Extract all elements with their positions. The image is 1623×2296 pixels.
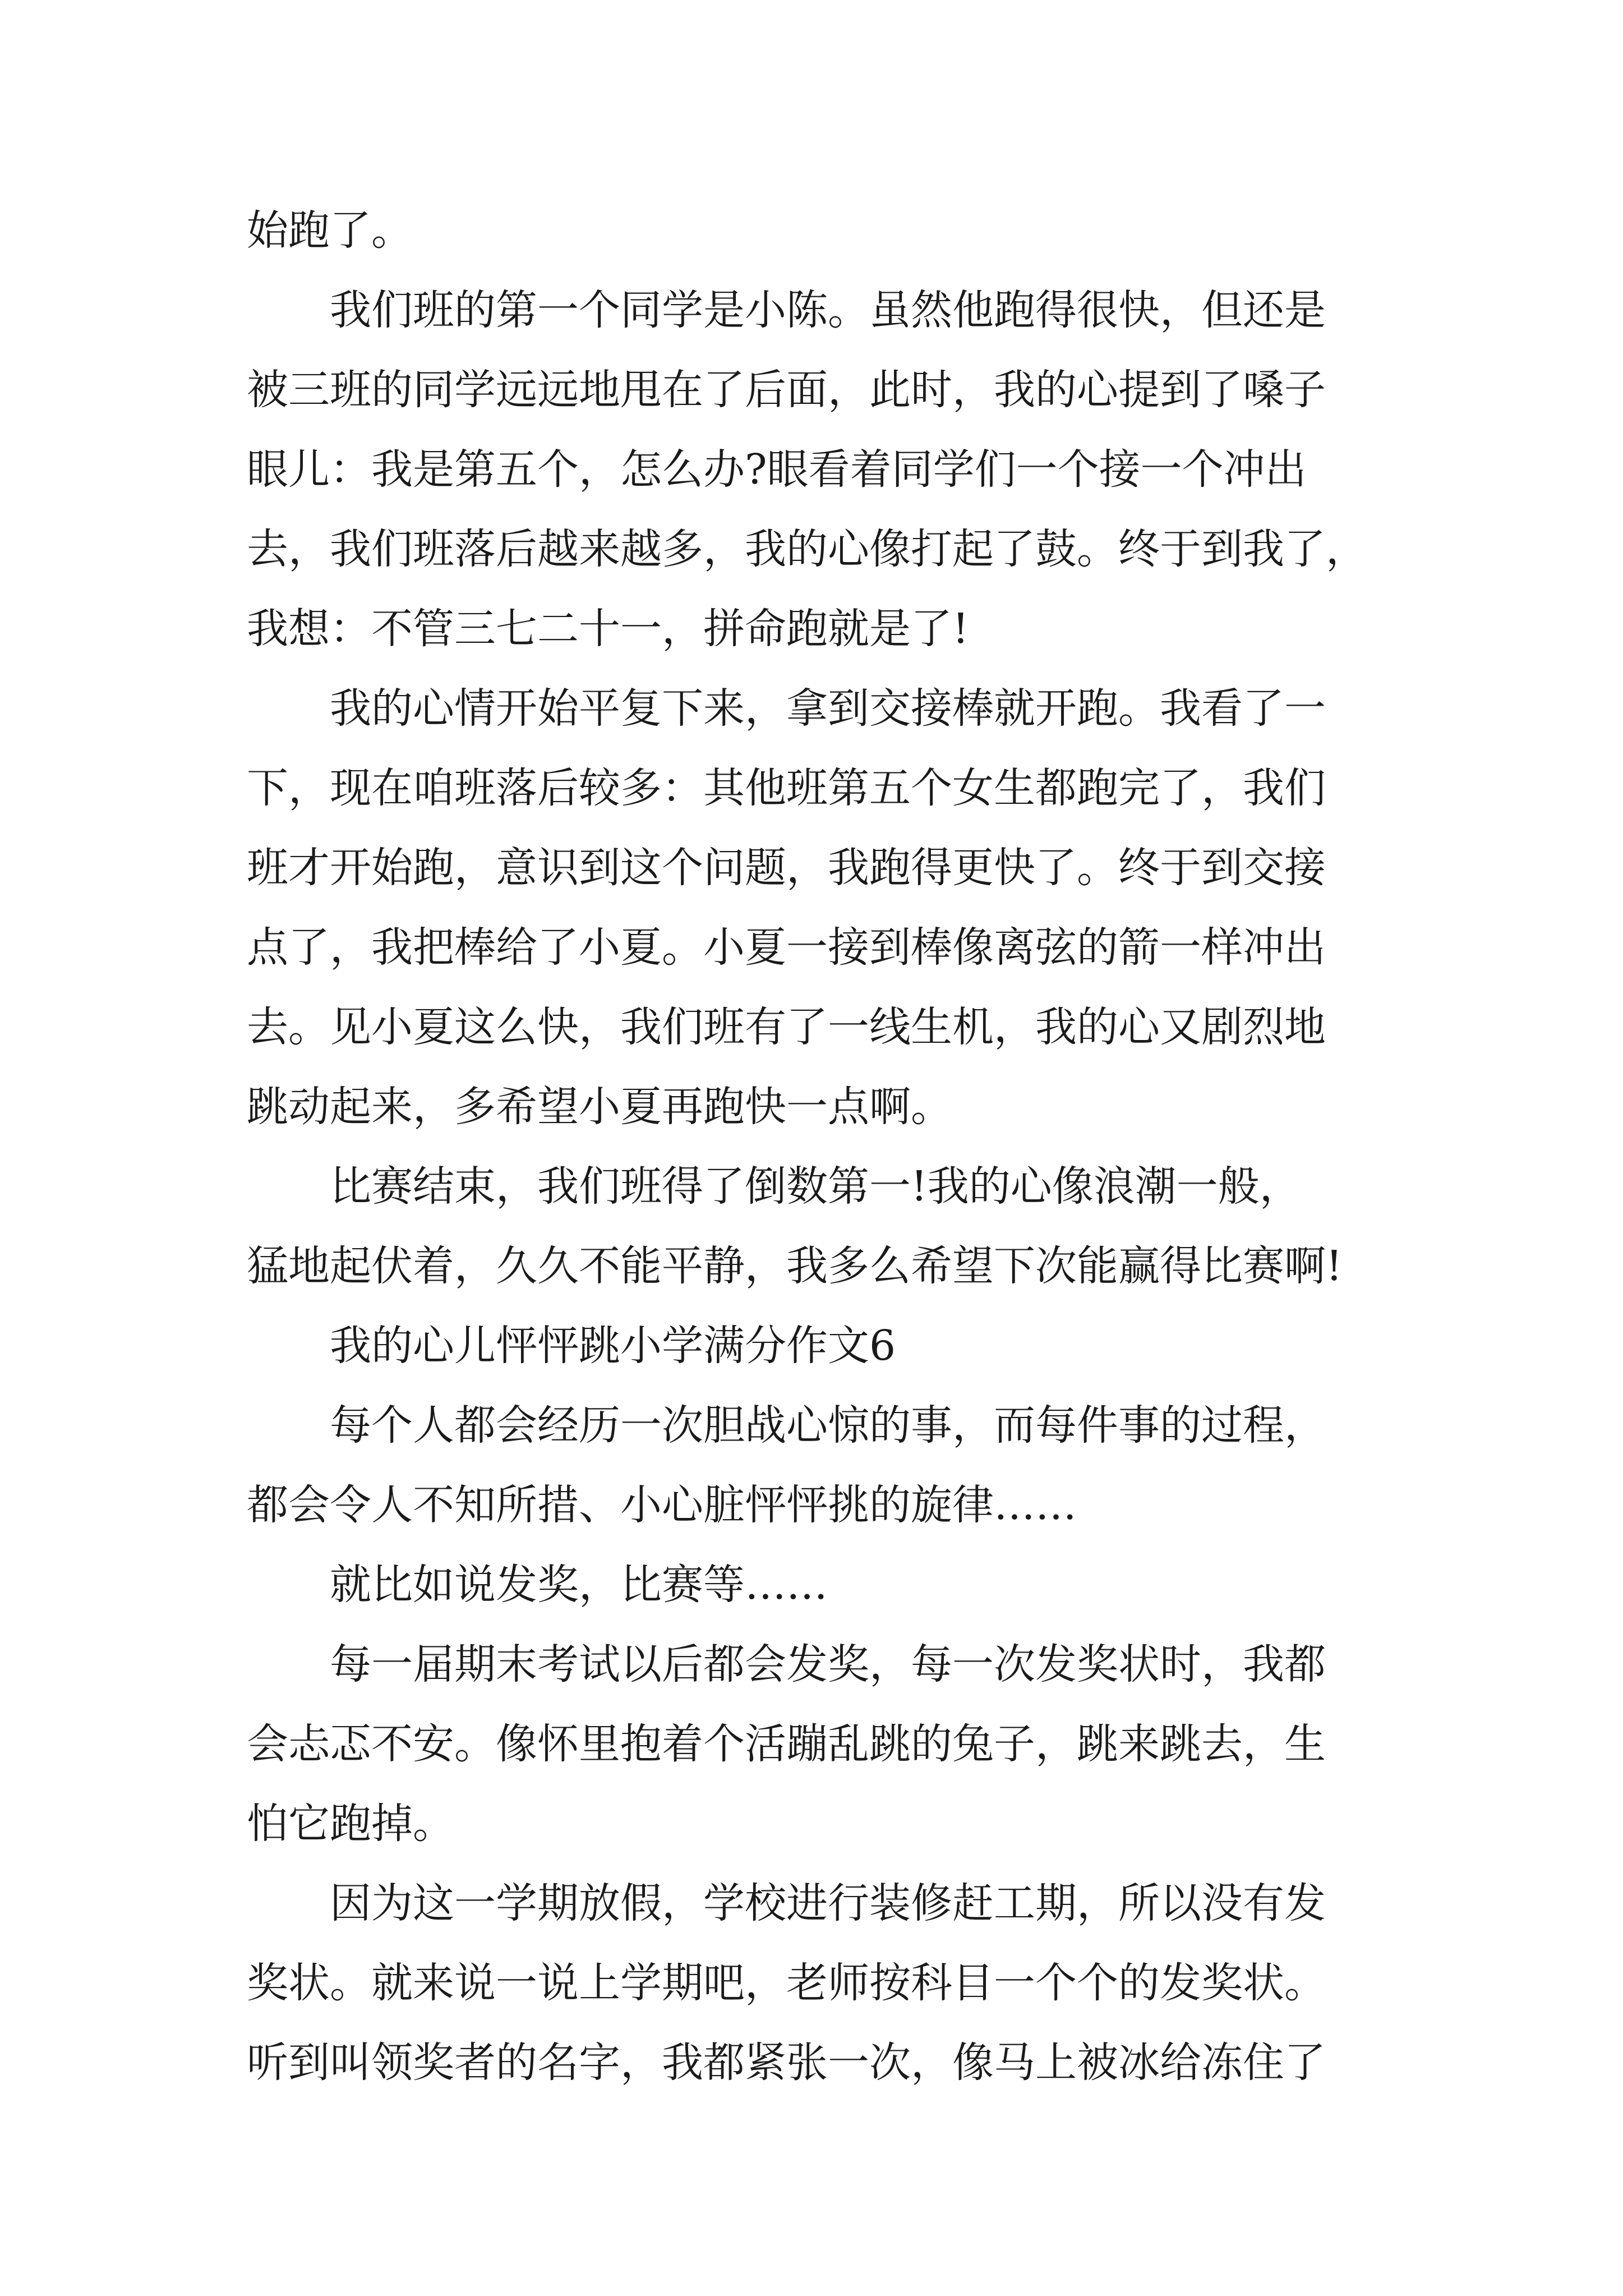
text-line: 去。见小夏这么快，我们班有了一线生机，我的心又剧烈地 [247, 1003, 1326, 1051]
text-line: 比赛结束，我们班得了倒数第一!我的心像浪潮一般， [330, 1162, 1301, 1211]
text-line: 奖状。就来说一说上学期吧，老师按科目一个个的发奖状。 [247, 1959, 1326, 2007]
text-line: 猛地起伏着，久久不能平静，我多么希望下次能赢得比赛啊! [247, 1242, 1343, 1290]
text-line: 点了，我把棒给了小夏。小夏一接到棒像离弦的箭一样冲出 [247, 923, 1326, 972]
text-line: 眼儿：我是第五个，怎么办?眼看着同学们一个接一个冲出 [247, 445, 1307, 494]
text-line: 都会令人不知所措、小心脏怦怦挑的旋律…… [247, 1481, 1077, 1529]
text-line: 班才开始跑，意识到这个问题，我跑得更快了。终于到交接 [247, 844, 1326, 892]
text-line: 下，现在咱班落后较多：其他班第五个女生都跑完了，我们 [247, 764, 1326, 812]
text-line: 因为这一学期放假，学校进行装修赶工期，所以没有发 [330, 1879, 1326, 1927]
text-line: 会忐忑不安。像怀里抱着个活蹦乱跳的兔子，跳来跳去，生 [247, 1720, 1326, 1768]
text-line: 我想：不管三七二十一，拼命跑就是了! [247, 605, 969, 653]
essay-title: 我的心儿怦怦跳小学满分作文6 [330, 1322, 896, 1370]
text-line: 跳动起来，多希望小夏再跑快一点啊。 [247, 1083, 952, 1131]
text-line: 去，我们班落后越来越多，我的心像打起了鼓。终于到我了， [247, 525, 1367, 573]
essay-body [247, 191, 1396, 2102]
text-line: 每个人都会经历一次胆战心惊的事，而每件事的过程， [330, 1401, 1326, 1450]
text-line: 听到叫领奖者的名字，我都紧张一次，像马上被冰给冻住了 [247, 2039, 1326, 2087]
text-line: 我的心情开始平复下来，拿到交接棒就开跑。我看了一 [330, 684, 1326, 733]
text-line: 怕它跑掉。 [247, 1800, 454, 1848]
text-line: 始跑了。 [247, 206, 413, 255]
text-line: 被三班的同学远远地甩在了后面，此时，我的心提到了嗓子 [247, 366, 1326, 414]
text-line: 就比如说发奖，比赛等…… [330, 1561, 828, 1609]
text-line: 每一届期末考试以后都会发奖，每一次发奖状时，我都 [330, 1640, 1326, 1688]
text-line: 我们班的第一个同学是小陈。虽然他跑得很快，但还是 [330, 286, 1326, 334]
